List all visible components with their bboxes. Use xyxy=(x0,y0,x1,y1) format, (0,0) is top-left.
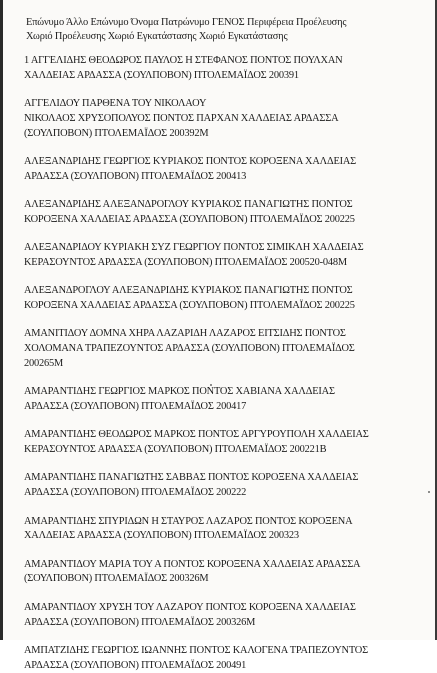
record-line: ΑΛΕΞΑΝΔΡΙΔΗΣ ΑΛΕΞΑΝΔΡΟΓΛΟΥ ΚΥΡΙΑΚΟΣ ΠΑΝΑΓΙΩΤΗΣ ΠΟΝΤΟΣ xyxy=(24,199,353,211)
record-line: 1 ΑΓΓΕΛΙΔΗΣ ΘΕΟΔΩΡΟΣ ΠΑΥΛΟΣ Η ΣΤΕΦΑΝΟΣ ΠΟΝΤΟΣ ΠΟΥΛΧΑΝ xyxy=(24,55,343,66)
record-line: ΑΡΔΑΣΣΑ (ΣΟΥΛΠΟΒΟΝ) ΠΤΟΛΕΜΑΪΔΟΣ 200413 xyxy=(24,170,247,182)
column-header-line: Επώνυμο Άλλο Επώνυμο Όνομα Πατρώνυμο ΓΕΝΟΣ Περιφέρεια Προέλευσης xyxy=(26,17,347,28)
record-entry xyxy=(24,327,426,371)
record-line: ΑΡΔΑΣΣΑ (ΣΟΥΛΠΟΒΟΝ) ΠΤΟΛΕΜΑΪΔΟΣ 200417 xyxy=(24,401,247,413)
record-entry xyxy=(24,198,426,228)
record-line: ΑΡΔΑΣΣΑ (ΣΟΥΛΠΟΒΟΝ) ΠΤΟΛΕΜΑΪΔΟΣ 200222 xyxy=(24,487,247,499)
record-entry xyxy=(24,155,426,185)
record-line: ΧΑΛΔΕΙΑΣ ΑΡΔΑΣΣΑ (ΣΟΥΛΠΟΒΟΝ) ΠΤΟΛΕΜΑΪΔΟΣ 200391 xyxy=(24,69,299,81)
scan-speck xyxy=(210,384,212,386)
record-line: ΑΜΑΡΑΝΤΙΔΟΥ ΜΑΡΙΑ ΤΟΥ Α ΠΟΝΤΟΣ ΚΟΡΟΞΕΝΑ ΧΑΛΔΕΙΑΣ ΑΡΔΑΣΣΑ xyxy=(24,558,361,570)
record-line: ΑΜΠΑΤΖΙΔΗΣ ΓΕΩΡΓΙΟΣ ΙΩΑΝΝΗΣ ΠΟΝΤΟΣ ΚΑΛΟΓΕΝΑ ΤΡΑΠΕΖΟΥΝΤΟΣ xyxy=(24,644,368,656)
record-entry xyxy=(24,428,426,458)
record-line: ΧΟΛΟΜΑΝΑ ΤΡΑΠΕΖΟΥΝΤΟΣ ΑΡΔΑΣΣΑ (ΣΟΥΛΠΟΒΟΝ) ΠΤΟΛΕΜΑΪΔΟΣ xyxy=(24,343,355,355)
record-line: ΑΡΔΑΣΣΑ (ΣΟΥΛΠΟΒΟΝ) ΠΤΟΛΕΜΑΪΔΟΣ 200491 xyxy=(24,659,247,671)
record-line: ΑΛΕΞΑΝΔΡΙΔΟΥ ΚΥΡΙΑΚΗ ΣΥΖ ΓΕΩΡΓΙΟΥ ΠΟΝΤΟΣ ΣΙΜΙΚΛΗ ΧΑΛΔΕΙΑΣ xyxy=(24,242,364,254)
record-entry xyxy=(24,97,426,141)
record-line: ΑΓΓΕΛΙΔΟΥ ΠΑΡΘΕΝΑ ΤΟΥ ΝΙΚΟΛΑΟΥ xyxy=(24,98,207,110)
record-line: ΑΜΑΡΑΝΤΙΔΗΣ ΘΕΟΔΩΡΟΣ ΜΑΡΚΟΣ ΠΟΝΤΟΣ ΑΡΓΥΡΟΥΠΟΛΗ ΧΑΛΔΕΙΑΣ xyxy=(24,429,369,441)
record-line: ΑΜΑΡΑΝΤΙΔΟΥ ΧΡΥΣΗ ΤΟΥ ΛΑΖΑΡΟΥ ΠΟΝΤΟΣ ΚΟΡΟΞΕΝΑ ΧΑΛΔΕΙΑΣ xyxy=(24,601,356,613)
record-line: ΑΜΑΝΙΤΙΔΟΥ ΔΟΜΝΑ ΧΗΡΑ ΛΑΖΑΡΙΔΗ ΛΑΖΑΡΟΣ ΕΙΤΣΙΔΗΣ ΠΟΝΤΟΣ xyxy=(24,328,346,340)
record-line: ΝΙΚΟΛΑΟΣ ΧΡΥΣΟΠΟΛΥΟΣ ΠΟΝΤΟΣ ΠΑΡΧΑΝ ΧΑΛΔΕΙΑΣ ΑΡΔΑΣΣΑ xyxy=(24,112,339,124)
record-entry xyxy=(24,644,426,673)
record-line: (ΣΟΥΛΠΟΒΟΝ) ΠΤΟΛΕΜΑΪΔΟΣ 200326Μ xyxy=(24,573,209,585)
record-line: ΚΟΡΟΞΕΝΑ ΧΑΛΔΕΙΑΣ ΑΡΔΑΣΣΑ (ΣΟΥΛΠΟΒΟΝ) ΠΤΟΛΕΜΑΪΔΟΣ 200225 xyxy=(24,213,355,225)
record-line: ΧΑΛΔΕΙΑΣ ΑΡΔΑΣΣΑ (ΣΟΥΛΠΟΒΟΝ) ΠΤΟΛΕΜΑΪΔΟΣ 200323 xyxy=(24,530,299,542)
record-entry xyxy=(24,558,426,588)
record-entry xyxy=(24,471,426,501)
record-line: ΑΡΔΑΣΣΑ (ΣΟΥΛΠΟΒΟΝ) ΠΤΟΛΕΜΑΪΔΟΣ 200326Μ xyxy=(24,616,256,628)
record-line: ΑΜΑΡΑΝΤΙΔΗΣ ΓΕΩΡΓΙΟΣ ΜΑΡΚΟΣ ΠΟΝΤΟΣ ΧΑΒΙΑΝΑ ΧΑΛΔΕΙΑΣ xyxy=(24,386,335,398)
record-line: 200265Μ xyxy=(24,357,64,369)
column-header xyxy=(26,16,426,44)
record-line: ΚΕΡΑΣΟΥΝΤΟΣ ΑΡΔΑΣΣΑ (ΣΟΥΛΠΟΒΟΝ) ΠΤΟΛΕΜΑΪΔΟΣ 200221Β xyxy=(24,444,327,456)
record-line: ΚΕΡΑΣΟΥΝΤΟΣ ΑΡΔΑΣΣΑ (ΣΟΥΛΠΟΒΟΝ) ΠΤΟΛΕΜΑΪΔΟΣ 200520-048Μ xyxy=(24,256,347,268)
record-line: ΑΛΕΞΑΝΔΡΟΓΛΟΥ ΑΛΕΞΑΝΔΡΙΔΗΣ ΚΥΡΙΑΚΟΣ ΠΑΝΑΓΙΩΤΗΣ ΠΟΝΤΟΣ xyxy=(24,285,353,297)
record-entry xyxy=(24,515,426,545)
record-line: ΑΜΑΡΑΝΤΙΔΗΣ ΣΠΥΡΙΔΩΝ Η ΣΤΑΥΡΟΣ ΛΑΖΑΡΟΣ ΠΟΝΤΟΣ ΚΟΡΟΞΕΝΑ xyxy=(24,515,353,527)
record-entry xyxy=(24,54,426,84)
column-header-line: Χωριό Προέλευσης Χωριό Εγκατάστασης Χωριό Εγκατάστασης xyxy=(26,31,288,42)
record-line: ΚΟΡΟΞΕΝΑ ΧΑΛΔΕΙΑΣ ΑΡΔΑΣΣΑ (ΣΟΥΛΠΟΒΟΝ) ΠΤΟΛΕΜΑΪΔΟΣ 200225 xyxy=(24,300,355,312)
record-list xyxy=(24,54,426,673)
record-line: ΑΜΑΡΑΝΤΙΔΗΣ ΠΑΝΑΓΙΩΤΗΣ ΣΑΒΒΑΣ ΠΟΝΤΟΣ ΚΟΡΟΞΕΝΑ ΧΑΛΔΕΙΑΣ xyxy=(24,472,359,484)
record-line: ΑΛΕΞΑΝΔΡΙΔΗΣ ΓΕΩΡΓΙΟΣ ΚΥΡΙΑΚΟΣ ΠΟΝΤΟΣ ΚΟΡΟΞΕΝΑ ΧΑΛΔΕΙΑΣ xyxy=(24,155,357,167)
record-entry xyxy=(24,284,426,314)
record-entry xyxy=(24,601,426,631)
record-line: (ΣΟΥΛΠΟΒΟΝ) ΠΤΟΛΕΜΑΪΔΟΣ 200392Μ xyxy=(24,127,209,139)
record-entry xyxy=(24,385,426,415)
record-entry xyxy=(24,241,426,271)
scan-speck xyxy=(428,491,430,493)
